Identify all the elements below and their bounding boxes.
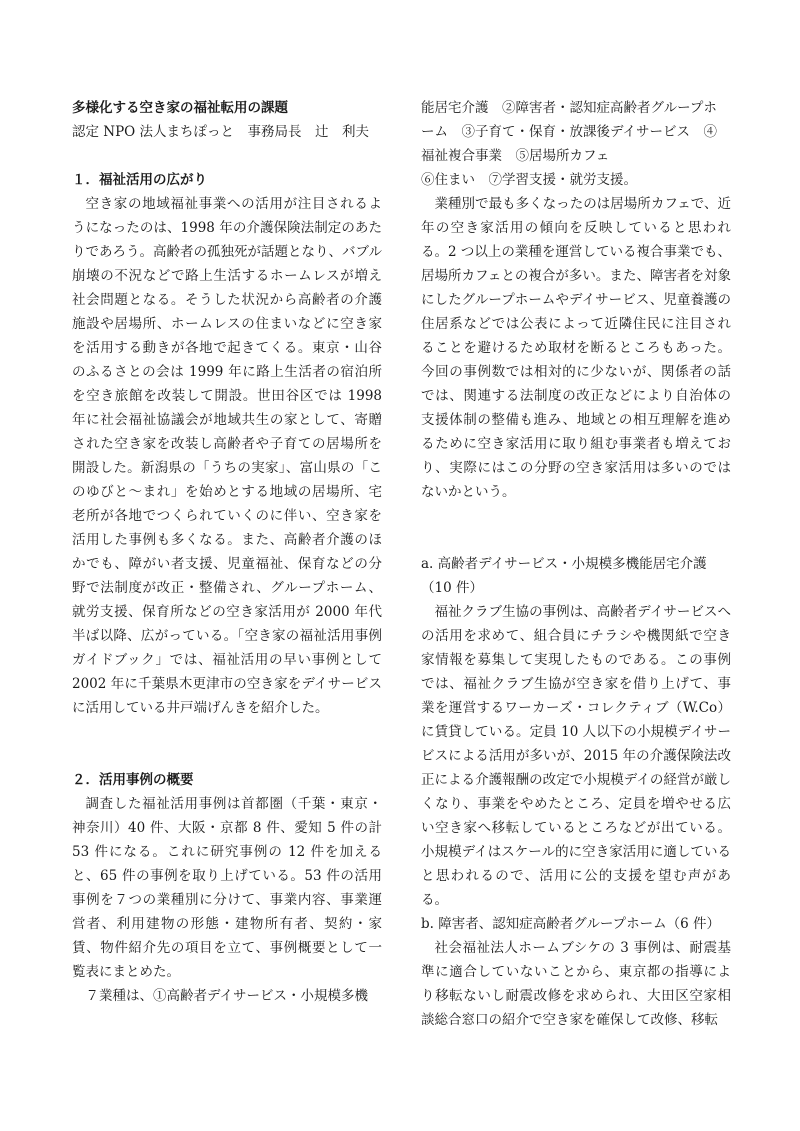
article-title: 多様化する空き家の福祉転用の課題 [72, 100, 288, 116]
subsection-b-heading: b. 障害者、認知症高齢者グループホーム（6 件） [421, 916, 721, 932]
spacer [72, 744, 382, 768]
business-type-list [421, 96, 731, 192]
list-line: ーム ③子育て・保育・放課後デイサービス ④ [421, 124, 718, 140]
section-2-paragraph-1: 調査した福祉活用事例は首都圏（千葉・東京・神奈川）40 件、大阪・京都 8 件、愛知 5 件の計 53 件になる。これに研究事例の 12 件を加えると、65 件の事例を取り上げている。53 件の活用事例を７つの業種別に分けて、事業内容、事業運営者、利用建物の形態・建物所有者、契約・家賃、物件紹介先の項目を立て、事例概要として一覧表にまとめた。 [72, 796, 382, 980]
subsection-a-heading: a. 高齢者デイサービス・小規模多機能居宅介護 [421, 556, 707, 572]
list-line: 福祉複合事業 ⑤居場所カフェ [421, 148, 610, 164]
list-line: 能居宅介護 ②障害者・認知症高齢者グループホ [421, 100, 717, 116]
spacer [72, 720, 382, 744]
section-2-paragraph-2: ７業種は、①高齢者デイサービス・小規模多機 [85, 988, 369, 1004]
list-line: ⑥住まい ⑦学習支援・就労支援。 [421, 172, 637, 188]
section-2-heading: ２．活用事例の概要 [72, 772, 194, 788]
right-column [421, 96, 731, 1032]
spacer [421, 528, 731, 552]
spacer [421, 504, 731, 528]
section-2-paragraph-3: 業種別で最も多くなったのは居場所カフェで、近年の空き家活用の傾向を反映していると思われる。2 つ以上の業種を運営している複合事業でも、居場所カフェとの複合が多い。また、障害者を対象にしたグループホームやデイサービス、児童養護の住居系などでは公表によって近隣住民に注目されることを避けるため取材を断るところもあった。今回の事例数では相対的に少ないが、関係者の話では、関連する法制度の改正などにより自治体の支援体制の整備も進み、地域との相互理解を進めるために空き家活用に取り組む事業者も増えており、実際にはこの分野の空き家活用は多いのではないかという。 [421, 196, 731, 500]
spacer [72, 144, 382, 168]
subsection-a-body: 福祉クラブ生協の事例は、高齢者デイサービスへの活用を求めて、組合員にチラシや機関紙で空き家情報を募集して実現したものである。この事例では、福祉クラブ生協が空き家を借り上げて、事業を運営するワーカーズ・コレクティブ（W.Co）に賃貸している。定員 10 人以下の小規模デイサービスによる活用が多いが、2015 年の介護保険法改正による介護報酬の改定で小規模デイの経営が厳しくなり、事業をやめたところ、定員を増やせる広い空き家へ移転しているところなどが出ている。小規模デイはスケール的に空き家活用に適していると思われるので、活用に公的支援を望む声がある。 [421, 604, 731, 908]
left-column [72, 96, 382, 1008]
section-1-body: 空き家の地域福祉事業への活用が注目されるようになったのは、1998 年の介護保険法制定のあたりであろう。高齢者の孤独死が話題となり、バブル崩壊の不況などで路上生活するホームレスが増え社会問題となる。そうした状況から高齢者の介護施設や居場所、ホームレスの住まいなどに空き家を活用する動きが各地で起きてくる。東京・山谷のふるさとの会は 1999 年に路上生活者の宿泊所を空き旅館を改装して開設。世田谷区では 1998 年に社会福祉協議会が地域共生の家として、寄贈された空き家を改装し高齢者や子育ての居場所を開設した。新潟県の「うちの実家」、富山県の「このゆびと～まれ」を始めとする地域の居場所、宅老所が各地でつくられていくのに伴い、空き家を活用した事例も多くなる。また、高齢者介護のほかでも、障がい者支援、児童福祉、保育などの分野で法制度が改正・整備され、グループホーム、就労支援、保育所などの空き家活用が 2000 年代半ば以降、広がっている。「空き家の福祉活用事例ガイドブック」では、福祉活用の早い事例として 2002 年に千葉県木更津市の空き家をデイサービスに活用している井戸端げんきを紹介した。 [72, 196, 382, 716]
article-byline: 認定 NPO 法人まちぽっと 事務局長 辻 利夫 [72, 124, 370, 140]
subsection-a-heading-count: （10 件） [421, 580, 483, 596]
subsection-b-body: 社会福祉法人ホームブシケの 3 事例は、耐震基準に適合していないことから、東京都の指導により移転ないし耐震改修を求められ、大田区空家相談総合窓口の紹介で空き家を確保して改修、移転 [421, 940, 731, 1028]
section-1-heading: １．福祉活用の広がり [72, 172, 207, 188]
